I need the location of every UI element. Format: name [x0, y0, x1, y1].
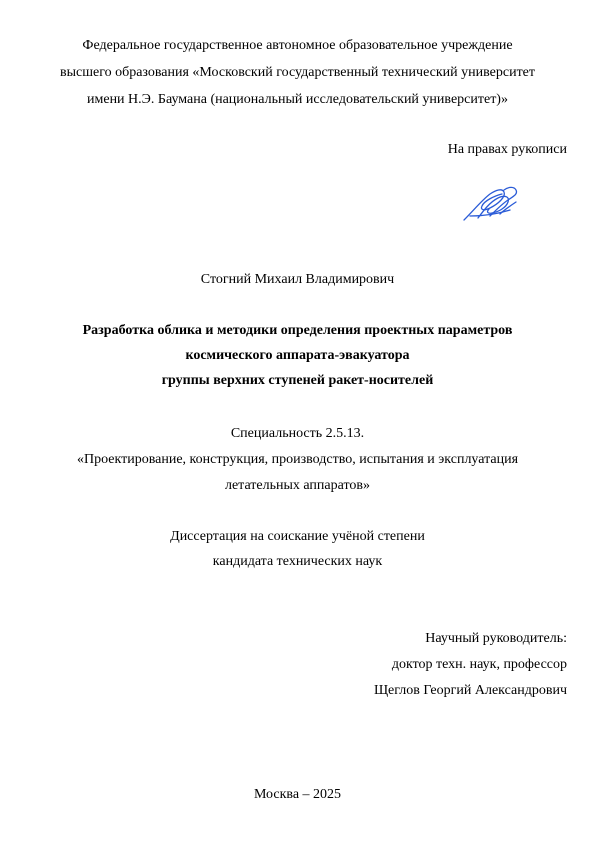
degree-line-1: Диссертация на соискание учёной степени [170, 529, 425, 544]
rights-note: На правах рукописи [447, 142, 567, 157]
supervisor-label: Научный руководитель: [425, 631, 567, 646]
institution-line-2: высшего образования «Московский государственный технический университет [59, 65, 536, 80]
degree-line-2: кандидата технических наук [212, 554, 383, 569]
signature [460, 180, 522, 224]
institution-line-3: имени Н.Э. Баумана (национальный исследовательский университет)» [87, 92, 508, 107]
title-line-2: космического аппарата-эвакуатора [185, 348, 410, 363]
institution-line-1: Федеральное государственное автономное образовательное учреждение [82, 38, 513, 53]
author-name: Стогний Михаил Владимирович [200, 272, 395, 287]
supervisor-rank: доктор техн. наук, профессор [391, 657, 567, 672]
specialty-line-3: летательных аппаратов» [224, 478, 371, 493]
title-line-1: Разработка облика и методики определения проектных параметров [82, 323, 513, 338]
title-line-3: группы верхних ступеней ракет-носителей [161, 373, 434, 388]
supervisor-name: Щеглов Георгий Александрович [373, 683, 567, 698]
specialty-line-2: «Проектирование, конструкция, производство, испытания и эксплуатация [76, 452, 519, 467]
city-year: Москва – 2025 [253, 787, 342, 802]
specialty-line-1: Специальность 2.5.13. [230, 426, 365, 441]
